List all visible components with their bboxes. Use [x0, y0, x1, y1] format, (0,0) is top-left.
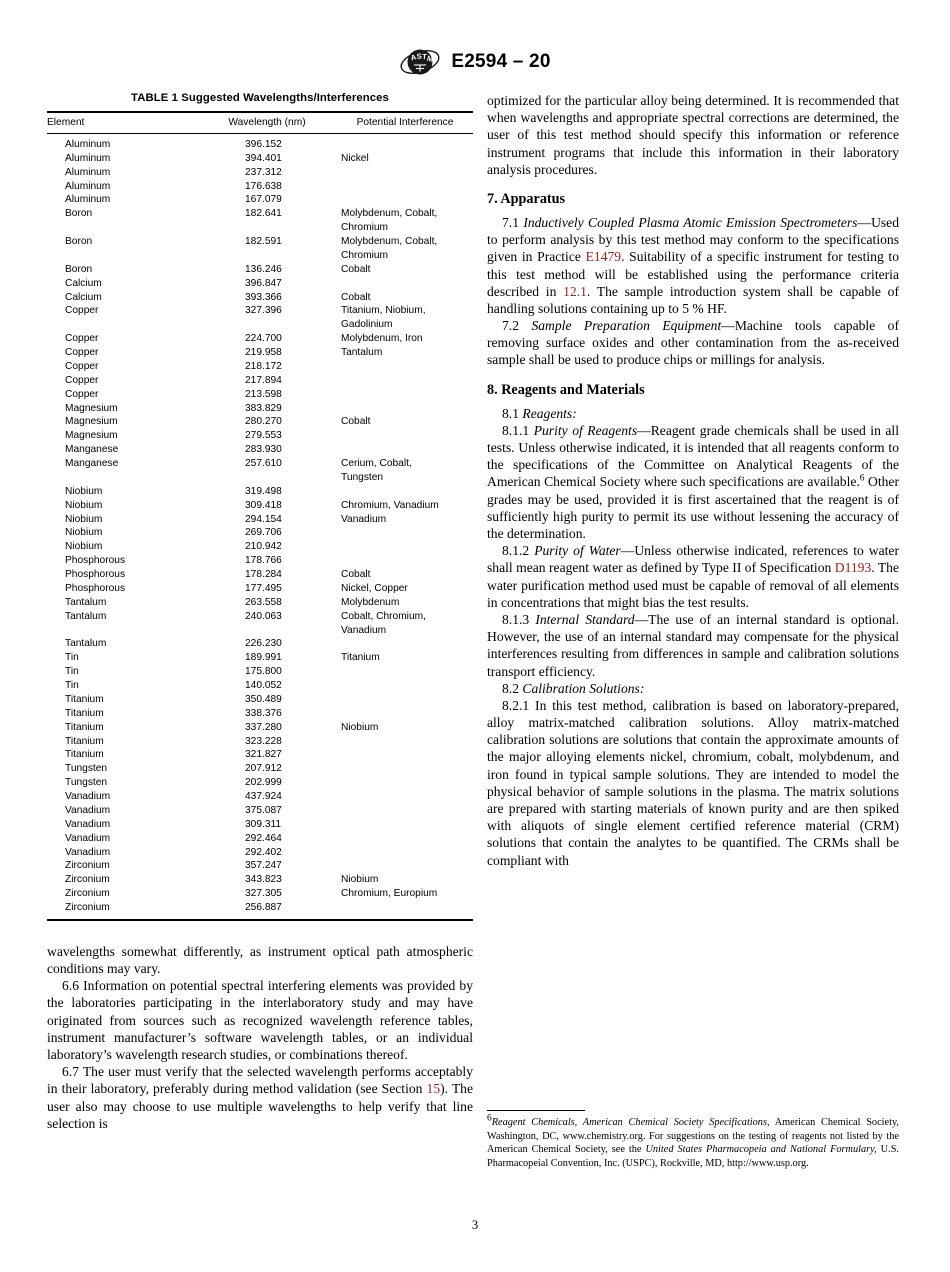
paragraph-8-1-1-number: 8.1.1 — [502, 422, 534, 438]
interference-line-1: Niobium — [341, 874, 379, 886]
cell-wavelength: 224.700 — [245, 333, 282, 345]
column-header-wavelength: Wavelength (nm) — [197, 112, 337, 133]
cell-interference — [337, 568, 473, 582]
cell-interference — [337, 776, 473, 790]
cell-interference — [337, 429, 473, 443]
cell-interference — [337, 207, 473, 235]
cell-interference — [337, 790, 473, 804]
interference-line-1: Chromium, Vanadium — [341, 499, 439, 511]
cell-wavelength: 217.894 — [245, 374, 282, 386]
cell-interference — [337, 540, 473, 554]
footnote-marker-6[interactable]: 6 — [859, 473, 865, 484]
paragraph-7-1-text-3: . The sample introduction system shall be capable of handling solutions containing up to 5 % HF. — [487, 283, 899, 316]
section-heading-8-reagents-and-materials: 8. Reagents and Materials — [487, 381, 645, 398]
cell-element: Phosphorous — [65, 555, 126, 567]
cell-interference — [337, 582, 473, 596]
cell-wavelength: 357.247 — [245, 860, 282, 872]
cell-wavelength: 175.800 — [245, 666, 282, 678]
page-number: 3 — [471, 1218, 479, 1232]
cell-element: Niobium — [65, 527, 103, 539]
section-reference-12-1[interactable]: 12.1 — [563, 283, 587, 299]
section-heading-7-apparatus: 7. Apparatus — [487, 190, 566, 207]
cell-element: Tungsten — [65, 777, 108, 789]
cell-interference — [337, 804, 473, 818]
cell-wavelength: 343.823 — [245, 874, 282, 886]
cell-interference — [337, 402, 473, 416]
table-row — [47, 637, 473, 651]
footnote-text-2: U.S. Pharmacopeial Convention, Inc. (USPC), Rockville, MD, http://www.usp.org. — [487, 1144, 899, 1169]
cell-interference — [337, 693, 473, 707]
table-row — [47, 873, 473, 887]
cell-wavelength: 309.418 — [245, 499, 282, 511]
table-header — [47, 112, 473, 133]
specification-reference-d1193[interactable]: D1193 — [834, 560, 872, 576]
interference-line-1: Vanadium — [341, 513, 387, 525]
table-row — [47, 790, 473, 804]
cell-interference — [337, 651, 473, 665]
cell-wavelength: 136.246 — [245, 263, 282, 275]
cell-wavelength: 182.641 — [245, 208, 282, 220]
column-header-interference: Potential Interference — [337, 112, 473, 133]
cell-wavelength: 263.558 — [245, 596, 282, 608]
table-row — [47, 499, 473, 513]
paragraph-8-1-1-term: Purity of Reagents — [533, 422, 638, 438]
cell-element: Calcium — [65, 277, 102, 289]
cell-wavelength: 178.766 — [245, 555, 282, 567]
paragraph-8-1-2-term: Purity of Water — [534, 543, 621, 559]
cell-wavelength: 257.610 — [245, 458, 282, 469]
paragraph-8-2-number: 8.2 — [502, 680, 523, 696]
table-row — [47, 818, 473, 832]
interference-line-1: Molybdenum, Cobalt, — [341, 208, 438, 220]
cell-wavelength: 219.958 — [245, 347, 282, 358]
cell-interference — [337, 832, 473, 846]
cell-element: Titanium — [65, 693, 104, 705]
cell-wavelength: 375.087 — [245, 804, 282, 816]
paragraph-7-1-text-1: —Used to perform analysis by this test method may conform to the specifications given in Practice — [487, 214, 900, 265]
interference-line-1: Chromium, Europium — [341, 888, 438, 900]
cell-wavelength: 237.312 — [245, 166, 282, 178]
table-row — [47, 651, 473, 665]
table-row — [47, 901, 473, 920]
cell-element: Magnesium — [65, 402, 118, 414]
right-column — [487, 92, 899, 869]
cell-element: Copper — [65, 388, 99, 400]
cell-wavelength: 338.376 — [245, 707, 282, 719]
table-row — [47, 693, 473, 707]
cell-interference — [337, 513, 473, 527]
cell-element: Tantalum — [65, 610, 107, 622]
cell-interference — [337, 887, 473, 901]
cell-wavelength: 256.887 — [197, 901, 337, 920]
footnote-6 — [487, 1113, 900, 1170]
table-row — [47, 748, 473, 762]
cell-element: Calcium — [65, 291, 102, 303]
cell-element: Phosphorous — [65, 569, 126, 580]
cell-element: Copper — [65, 333, 99, 345]
table-row — [47, 859, 473, 873]
interference-line-1: Cerium, Cobalt, — [341, 458, 412, 469]
interference-line-2: Gadolinium — [341, 319, 393, 331]
cell-wavelength: 177.495 — [245, 582, 282, 594]
cell-interference — [337, 554, 473, 568]
cell-element: Manganese — [65, 458, 119, 469]
cell-interference — [337, 346, 473, 360]
table-row — [47, 679, 473, 693]
interference-line-2: Vanadium — [341, 624, 387, 636]
cell-interference — [337, 415, 473, 429]
paragraph-8-1-3 — [487, 611, 899, 680]
cell-element: Vanadium — [65, 804, 111, 816]
cell-wavelength: 218.172 — [245, 360, 282, 372]
cell-wavelength: 319.498 — [245, 485, 282, 497]
cell-interference — [337, 499, 473, 513]
interference-line-1: Cobalt, Chromium, — [341, 610, 426, 622]
table-row — [47, 166, 473, 180]
table-row — [47, 443, 473, 457]
interference-line-1: Molybdenum, Iron — [341, 333, 423, 345]
table-row — [47, 133, 473, 151]
interference-line-1: Nickel — [341, 152, 369, 164]
cell-wavelength: 226.230 — [245, 638, 282, 650]
interference-line-1: Cobalt — [341, 569, 371, 580]
svg-text:A: A — [409, 52, 418, 63]
interference-line-1: Molybdenum, Cobalt, — [341, 236, 438, 247]
table-row — [47, 291, 473, 305]
cell-wavelength: 269.706 — [245, 527, 282, 539]
cell-wavelength: 396.152 — [245, 138, 282, 150]
table-row — [47, 735, 473, 749]
section-reference-15[interactable]: 15 — [426, 1081, 441, 1097]
interference-line-2: Tungsten — [341, 471, 384, 483]
cell-element: Vanadium — [65, 818, 111, 830]
astm-logo-icon — [399, 46, 441, 78]
cell-wavelength: 240.063 — [245, 610, 282, 622]
table-row — [47, 374, 473, 388]
cell-interference — [337, 818, 473, 832]
cell-element: Copper — [65, 374, 99, 386]
paragraph-7-2-term: Sample Preparation Equipment — [531, 318, 722, 334]
cell-wavelength: 279.553 — [245, 430, 282, 442]
interference-line-1: Cobalt — [341, 291, 371, 303]
paragraph-7-1-number: 7.1 — [502, 214, 524, 230]
paragraph-8-1-2-text-2: . The water purification method used must be capable of removal of all elements in concentrations that might bias the test results. — [487, 560, 899, 610]
cell-wavelength: 396.847 — [245, 277, 282, 289]
table-row — [47, 263, 473, 277]
cell-element: Tantalum — [65, 596, 107, 608]
paragraph-8-1-2-text-1: —Unless otherwise indicated, references to water shall mean reagent water as defined by Type II of Specification — [487, 543, 899, 576]
cell-wavelength: 210.942 — [245, 541, 282, 553]
paragraph-6-7-text-after: ). The user also may choose to use multiple wavelengths to help verify that line selection is — [47, 1081, 473, 1131]
footnote-italic-title-1: Reagent Chemicals, American Chemical Society Specifications, — [491, 1117, 770, 1128]
table-row — [47, 540, 473, 554]
table-row — [47, 554, 473, 568]
table-row — [47, 304, 473, 332]
cell-interference — [337, 457, 473, 485]
paragraph-8-1-number: 8.1 — [502, 405, 523, 421]
paragraph-8-1-1 — [487, 422, 899, 542]
cell-element: Niobium — [65, 485, 103, 497]
paragraph-7-1-term: Inductively Coupled Plasma Atomic Emission Spectrometers — [523, 214, 858, 230]
cell-interference — [337, 485, 473, 499]
paragraph-8-2 — [487, 680, 899, 697]
cell-wavelength: 383.829 — [245, 402, 282, 414]
paragraph-8-1-2-number: 8.1.2 — [502, 543, 535, 559]
table-row — [47, 721, 473, 735]
cell-interference — [337, 332, 473, 346]
cell-wavelength: 182.591 — [245, 236, 282, 247]
table-body — [47, 133, 473, 920]
paragraph-8-1-3-number: 8.1.3 — [502, 611, 536, 627]
paragraph-8-1 — [487, 405, 899, 422]
interference-line-1: Titanium — [341, 652, 380, 664]
cell-element: Boron — [65, 263, 93, 275]
cell-element: Boron — [65, 236, 93, 247]
cell-wavelength: 437.924 — [245, 791, 282, 802]
cell-wavelength: 213.598 — [245, 388, 282, 400]
table-row — [47, 665, 473, 679]
cell-element: Aluminum — [65, 152, 111, 164]
cell-element: Zirconium — [47, 901, 197, 920]
table-row — [47, 235, 473, 263]
cell-element: Copper — [65, 360, 99, 372]
cell-wavelength: 202.999 — [245, 777, 282, 789]
cell-interference — [337, 180, 473, 194]
interference-line-2: Chromium — [341, 222, 388, 234]
paragraph-8-1-term: Reagents: — [522, 405, 577, 421]
table-row — [47, 485, 473, 499]
cell-interference — [337, 859, 473, 873]
suggested-wavelengths-table — [47, 111, 473, 921]
cell-interference — [337, 735, 473, 749]
table-row — [47, 804, 473, 818]
interference-line-1: Nickel, Copper — [341, 582, 408, 594]
cell-element: Titanium — [65, 749, 104, 761]
interference-line-1: Cobalt — [341, 416, 371, 428]
cell-interference — [337, 263, 473, 277]
column-header-element: Element — [47, 112, 197, 133]
paragraph-6-6: 6.6 Information on potential spectral interfering elements was provided by the laboratories participating in the interlaboratory study and may have originated from sources such as recognized wavelength reference tables, instrument manufacturer’s software wavelength tables, or an individual laboratory’s wavelength research studies, or combinations thereof. — [47, 978, 473, 1062]
cell-element: Titanium — [65, 721, 104, 733]
cell-element: Niobium — [65, 499, 103, 511]
table-row — [47, 832, 473, 846]
cell-element: Tin — [65, 680, 79, 691]
cell-wavelength: 189.991 — [245, 652, 282, 664]
table-row — [47, 846, 473, 860]
cell-element: Aluminum — [65, 194, 111, 206]
cell-interference — [337, 665, 473, 679]
cell-element: Tin — [65, 666, 79, 678]
cell-element: Aluminum — [65, 180, 111, 192]
paragraph-continued-right: optimized for the particular alloy being determined. It is recommended that when wavelengths and appropriate spectral corrections are determined, the user of this test method should specify this information or reference instrument programs that include this information in their laboratory analysis procedures. — [487, 93, 899, 177]
paragraph-7-2-text: —Machine tools capable of removing surface oxides and other contamination from the as-received sample shall be used to produce chips or millings for analysis. — [487, 318, 899, 368]
paragraph-7-1-text-2: . Suitability of a specific instrument for testing to this test method will be established using the performance criteria described in — [487, 249, 899, 299]
cell-wavelength: 167.079 — [245, 194, 282, 206]
table-row — [47, 526, 473, 540]
interference-line-1: Tantalum — [341, 347, 383, 358]
cell-interference — [337, 748, 473, 762]
table-row — [47, 582, 473, 596]
cell-element: Tantalum — [65, 638, 107, 650]
cell-interference — [337, 152, 473, 166]
cell-element: Aluminum — [65, 166, 111, 178]
cell-interference — [337, 846, 473, 860]
paragraph-8-2-term: Calibration Solutions: — [522, 680, 645, 696]
cell-element: Zirconium — [65, 888, 110, 900]
cell-wavelength: 280.270 — [245, 416, 282, 428]
cell-element: Vanadium — [65, 846, 111, 858]
cell-interference — [337, 166, 473, 180]
interference-line-1: Molybdenum — [341, 596, 400, 608]
table-row — [47, 360, 473, 374]
svg-text:T: T — [422, 52, 428, 62]
cell-interference — [337, 637, 473, 651]
table-row — [47, 332, 473, 346]
cell-interference — [337, 360, 473, 374]
cell-wavelength: 323.228 — [245, 735, 282, 747]
cell-wavelength: 327.396 — [245, 305, 282, 317]
table-row — [47, 513, 473, 527]
table-row — [47, 429, 473, 443]
paragraph-7-2 — [487, 317, 899, 369]
cell-wavelength: 309.311 — [245, 818, 282, 830]
cell-interference — [337, 762, 473, 776]
table-row — [47, 193, 473, 207]
cell-element: Manganese — [65, 444, 119, 456]
cell-interference — [337, 610, 473, 638]
cell-wavelength: 394.401 — [245, 152, 282, 164]
standard-designation: E2594 – 20 — [451, 51, 551, 72]
cell-interference — [337, 707, 473, 721]
table-row — [47, 568, 473, 582]
table-row — [47, 402, 473, 416]
cell-element: Titanium — [65, 735, 104, 747]
paragraph-7-1 — [487, 214, 899, 317]
cell-element: Phosphorous — [65, 582, 126, 594]
cell-wavelength: 178.284 — [245, 569, 282, 580]
cell-interference — [337, 133, 473, 151]
paragraph-continued-left: wavelengths somewhat differently, as instrument optical path atmospheric conditions may vary. — [47, 943, 473, 977]
table-caption: TABLE 1 Suggested Wavelengths/Interferences — [131, 92, 389, 104]
table-row — [47, 207, 473, 235]
table-row — [47, 388, 473, 402]
cell-wavelength: 327.305 — [245, 888, 282, 900]
table-row — [47, 596, 473, 610]
table-row — [47, 277, 473, 291]
cell-element: Zirconium — [65, 860, 110, 872]
table-row — [47, 887, 473, 901]
cell-interference — [337, 374, 473, 388]
table-row — [47, 180, 473, 194]
cell-interference — [337, 388, 473, 402]
footnote-text-1: American Chemical Society, Washington, DC, www.chemistry.org. For suggestions on the testing of reagents not listed by the American Chemical Society, see the — [487, 1117, 900, 1156]
interference-line-1: Niobium — [341, 721, 379, 733]
cell-interference — [337, 291, 473, 305]
paragraph-7-2-number: 7.2 — [502, 318, 532, 334]
cell-wavelength: 294.154 — [245, 513, 282, 525]
table-row — [47, 346, 473, 360]
cell-interference — [337, 679, 473, 693]
cell-wavelength: 176.638 — [245, 180, 282, 192]
footnote-italic-title-2: United States Pharmacopeia and National Formulary, — [645, 1144, 877, 1156]
paragraph-6-7 — [47, 1063, 473, 1132]
footnote-block — [487, 1110, 899, 1170]
cell-element: Copper — [65, 347, 99, 358]
paragraph-8-1-2 — [487, 542, 899, 611]
table-row — [47, 152, 473, 166]
cell-wavelength: 140.052 — [245, 680, 282, 691]
interference-line-1: Titanium, Niobium, — [341, 305, 426, 317]
cell-wavelength: 292.402 — [245, 846, 282, 858]
cell-element: Niobium — [65, 513, 103, 525]
cell-wavelength: 393.366 — [245, 291, 282, 303]
practice-reference-e1479[interactable]: E1479 — [585, 249, 622, 265]
paragraph-8-1-3-term: Internal Standard — [535, 611, 635, 627]
paragraph-8-1-1-text-2: Other grades may be used, provided it is first ascertained that the reagent is of sufficiently high purity to permit its use without lessening the accuracy of the determination. — [487, 474, 899, 541]
cell-interference — [337, 235, 473, 263]
cell-interference — [337, 443, 473, 457]
table-row — [47, 610, 473, 638]
table-row — [47, 457, 473, 485]
cell-interference — [337, 277, 473, 291]
cell-interference — [337, 526, 473, 540]
table-row — [47, 776, 473, 790]
paragraph-8-1-1-text-1: —Reagent grade chemicals shall be used in all tests. Unless otherwise indicated, it is intended that all reagents conform to the specifications of the Committee on Analytical Reagents of the American Chemical Society where such specifications are available. — [487, 422, 899, 490]
cell-wavelength: 337.280 — [245, 721, 282, 733]
svg-text:S: S — [416, 51, 423, 61]
cell-element: Zirconium — [65, 874, 110, 886]
cell-element: Vanadium — [65, 832, 111, 844]
paragraph-8-2-1: 8.2.1 In this test method, calibration is based on laboratory-prepared, alloy matrix-matched calibration solutions. Alloy matrix-matched calibration solutions are solutions that contain the approximate amounts of the major alloying elements nickel, chromium, cobalt, molybdenum, and iron found in typical sample solutions. They are intended to model the physical behavior of sample solutions in the plasma. The matrix solutions are prepared with starting materials of known purity and are then spiked with aliquots of single element certified reference material (CRM) solutions that contain the analytes to be quantified. The CRMs shall be compliant with — [487, 697, 899, 868]
cell-element: Magnesium — [65, 430, 118, 442]
cell-wavelength: 283.930 — [245, 444, 282, 456]
cell-interference — [337, 596, 473, 610]
paragraph-8-1-3-text: —The use of an internal standard is optional. However, the use of an internal standard may compensate for the physical interferences resulting from differences in sample and calibration solutions transport efficiency. — [487, 611, 899, 679]
interference-line-2: Chromium — [341, 249, 388, 261]
footnote-divider — [487, 1110, 585, 1111]
cell-element: Titanium — [65, 707, 104, 719]
cell-interference — [337, 304, 473, 332]
page-header — [0, 46, 950, 78]
cell-wavelength: 350.489 — [245, 693, 282, 705]
cell-interference — [337, 901, 473, 920]
cell-element: Vanadium — [65, 791, 111, 802]
cell-wavelength: 321.827 — [245, 749, 282, 761]
cell-element: Copper — [65, 305, 99, 317]
cell-element: Tungsten — [65, 763, 108, 775]
cell-element: Magnesium — [65, 416, 118, 428]
table-row — [47, 707, 473, 721]
cell-element: Aluminum — [65, 138, 111, 150]
table-row — [47, 415, 473, 429]
cell-wavelength: 207.912 — [245, 763, 282, 775]
cell-interference — [337, 873, 473, 887]
svg-text:M: M — [426, 53, 435, 64]
cell-interference — [337, 721, 473, 735]
left-column — [47, 92, 473, 1132]
table-header-row — [47, 112, 473, 133]
paragraph-6-7-text-before: 6.7 The user must verify that the selected wavelength performs acceptably in their laboratory, preferably during method validation (see Section — [47, 1064, 473, 1097]
cell-wavelength: 292.464 — [245, 832, 282, 844]
cell-element: Niobium — [65, 541, 103, 553]
table-row — [47, 762, 473, 776]
cell-element: Tin — [65, 652, 79, 664]
cell-element: Boron — [65, 208, 93, 220]
interference-line-1: Cobalt — [341, 263, 371, 275]
cell-interference — [337, 193, 473, 207]
footnote-number: 6 — [487, 1113, 492, 1124]
